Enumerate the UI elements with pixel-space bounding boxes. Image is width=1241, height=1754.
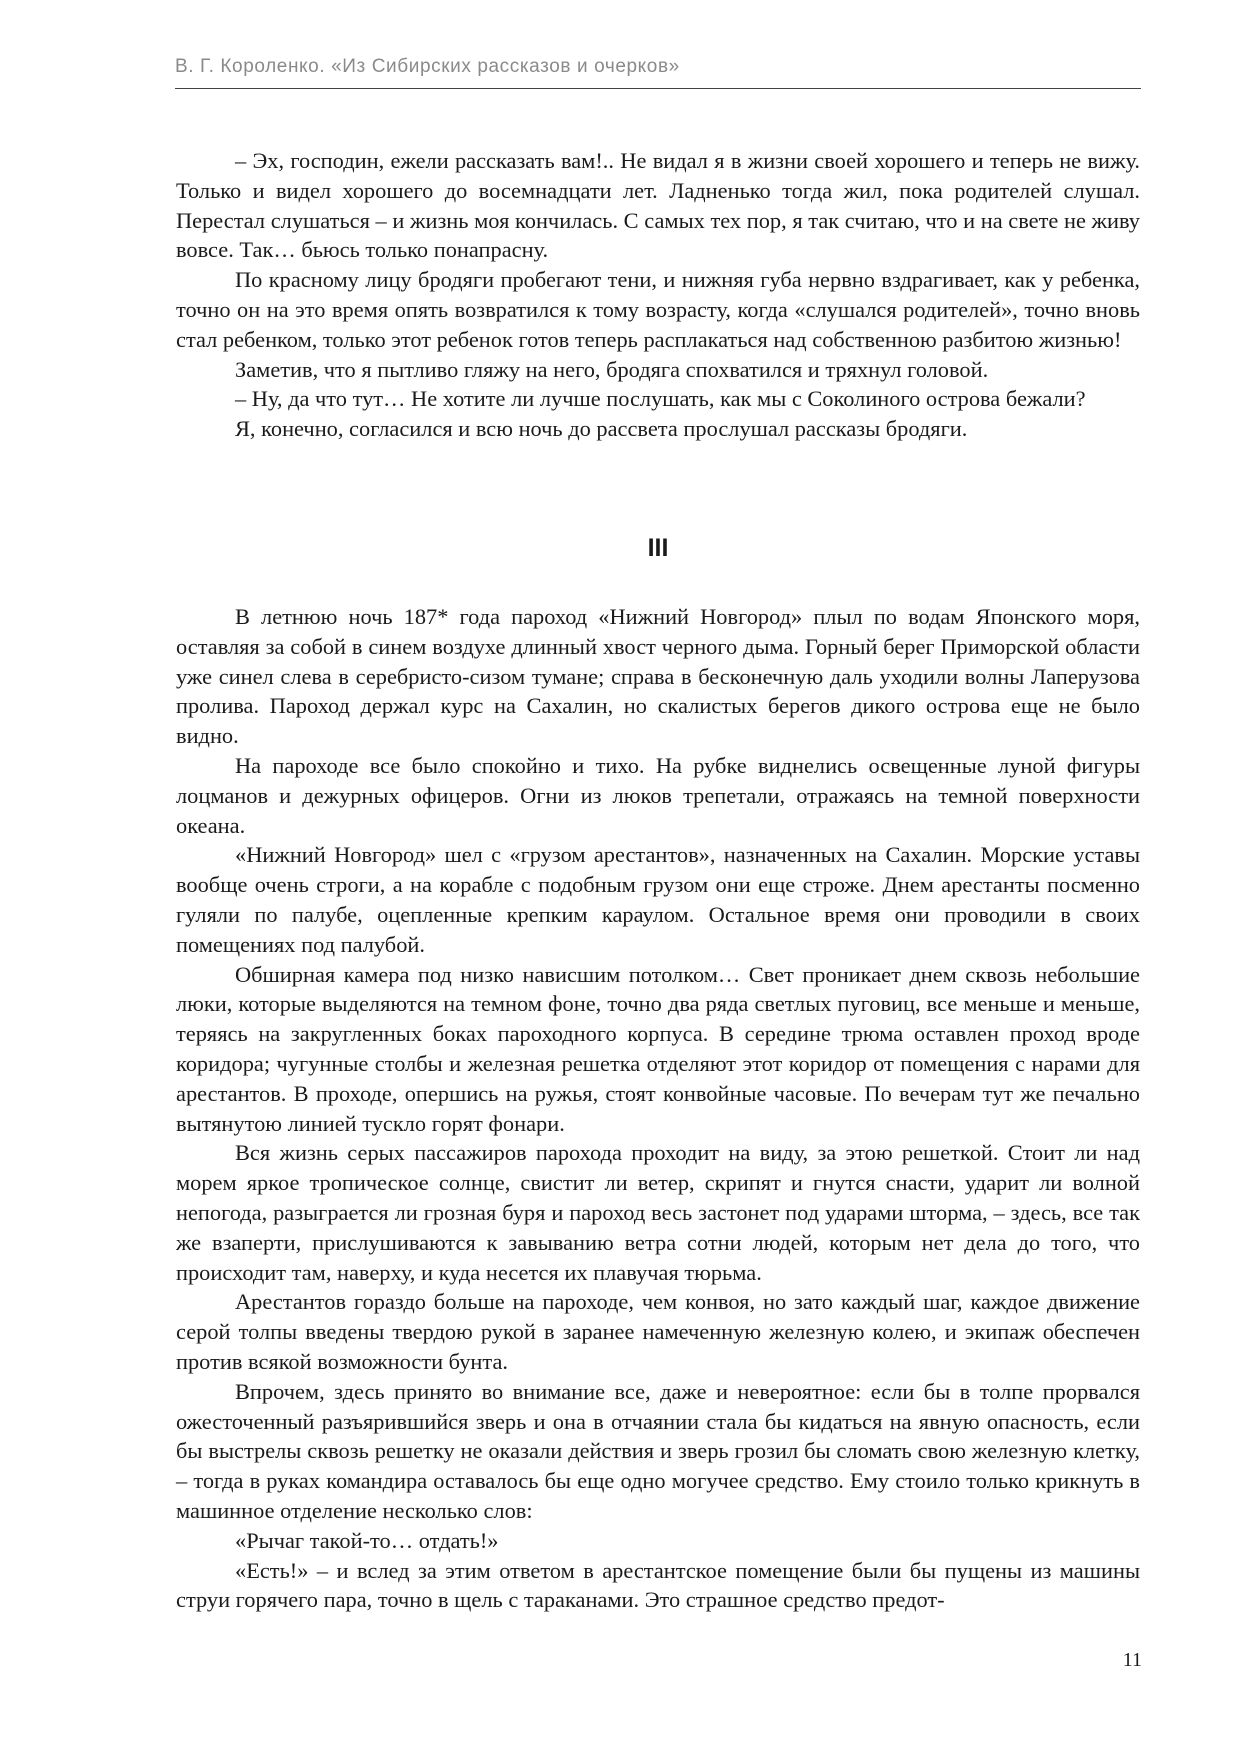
paragraph: В летнюю ночь 187* года пароход «Нижний Новгород» плыл по водам Японского моря, оставляя за собой в синем воздухе длинный хвост черного дыма. Горный берег Приморской области уже синел слева в серебристо-сизом тумане; справа в бесконечную даль уходили волны Лаперузова пролива. Пароход держал курс на Сахалин, но скалистых берегов дикого острова еще не было видно.: [176, 604, 1140, 749]
paragraph: Я, конечно, согласился и всю ночь до рассвета прослушал рассказы бродяги.: [235, 416, 968, 442]
page-number: 11: [1122, 1649, 1142, 1671]
header-divider: [175, 88, 1141, 89]
running-header: В. Г. Короленко. «Из Сибирских рассказов и очерков»: [175, 56, 680, 77]
paragraph: Арестантов гораздо больше на пароходе, чем конвоя, но зато каждый шаг, каждое движение серой толпы введены твердою рукой в заранее намеченную железную колею, и экипаж обеспечен против всякой возможности бунта.: [176, 1289, 1140, 1374]
text-block-chapter-body: [176, 602, 1140, 1615]
paragraph: По красному лицу бродяги пробегают тени, и нижняя губа нервно вздрагивает, как у ребенка, точно он на это время опять возвратился к тому возрасту, когда «слушался родителей», точно вновь стал ребенком, только этот ребенок готов теперь расплакаться над собственною разбитою жизнью!: [176, 267, 1140, 352]
paragraph: «Есть!» – и вслед за этим ответом в арестантское помещение были бы пущены из машины струи горячего пара, точно в щель с тараканами. Это страшное средство предот-: [176, 1557, 1140, 1613]
chapter-heading: III: [647, 534, 669, 562]
paragraph: «Нижний Новгород» шел с «грузом арестантов», назначенных на Сахалин. Морские уставы вообще очень строги, а на корабле с подобным грузом они еще строже. Днем арестанты посменно гуляли по палубе, оцепленные крепким караулом. Остальное время они проводили в своих помещениях под палубой.: [176, 842, 1140, 957]
paragraph: Вся жизнь серых пассажиров парохода проходит на виду, за этою решеткой. Стоит ли над морем яркое тропическое солнце, свистит ли ветер, скрипят и гнутся снасти, ударит ли волной непогода, разыграется ли грозная буря и пароход весь застонет под ударами шторма, – здесь, все так же взаперти, прислушиваются к завыванию ветра сотни людей, которым нет дела до того, что происходит там, наверху, и куда несется их плавучая тюрьма.: [176, 1140, 1140, 1285]
paragraph: Обширная камера под низко нависшим потолком… Свет проникает днем сквозь небольшие люки, которые выделяются на темном фоне, точно два ряда светлых пуговиц, все меньше и меньше, теряясь на закругленных боках пароходного корпуса. В середине трюма оставлен проход вроде коридора; чугунные столбы и железная решетка отделяют этот коридор от помещения с нарами для арестантов. В проходе, опершись на ружья, стоят конвойные часовые. По вечерам тут же печально вытянутою линией тускло горят фонари.: [176, 961, 1140, 1136]
paragraph: Заметив, что я пытливо гляжу на него, бродяга спохватился и тряхнул головой.: [235, 356, 989, 382]
paragraph: – Эх, господин, ежели рассказать вам!.. Не видал я в жизни своей хорошего и теперь не вижу. Только и видел хорошего до восемнадцати лет. Ладненько тогда жил, пока родителей слушал. Перестал слушаться – и жизнь моя кончилась. С самых тех пор, я так считаю, что и на свете не живу вовсе. Так… бьюсь только понапрасну.: [176, 148, 1140, 263]
paragraph: – Ну, да что тут… Не хотите ли лучше послушать, как мы с Соколиного острова бежали?: [235, 386, 1086, 412]
paragraph: На пароходе все было спокойно и тихо. На рубке виднелись освещенные луной фигуры лоцманов и дежурных офицеров. Огни из люков трепетали, отражаясь на темной поверхности океана.: [176, 752, 1140, 838]
paragraph: «Рычаг такой-то… отдать!»: [235, 1527, 499, 1553]
paragraph: Впрочем, здесь принято во внимание все, даже и невероятное: если бы в толпе прорвался ожесточенный разъярившийся зверь и она в отчаянии стала бы кидаться на явную опасность, если бы выстрелы сквозь решетку не оказали действия и зверь грозил бы сломать свою железную клетку, – тогда в руках командира оставалось бы еще одно могучее средство. Ему стоило только крикнуть в машинное отделение несколько слов:: [176, 1378, 1140, 1523]
text-block-before-chapter: [176, 146, 1140, 444]
